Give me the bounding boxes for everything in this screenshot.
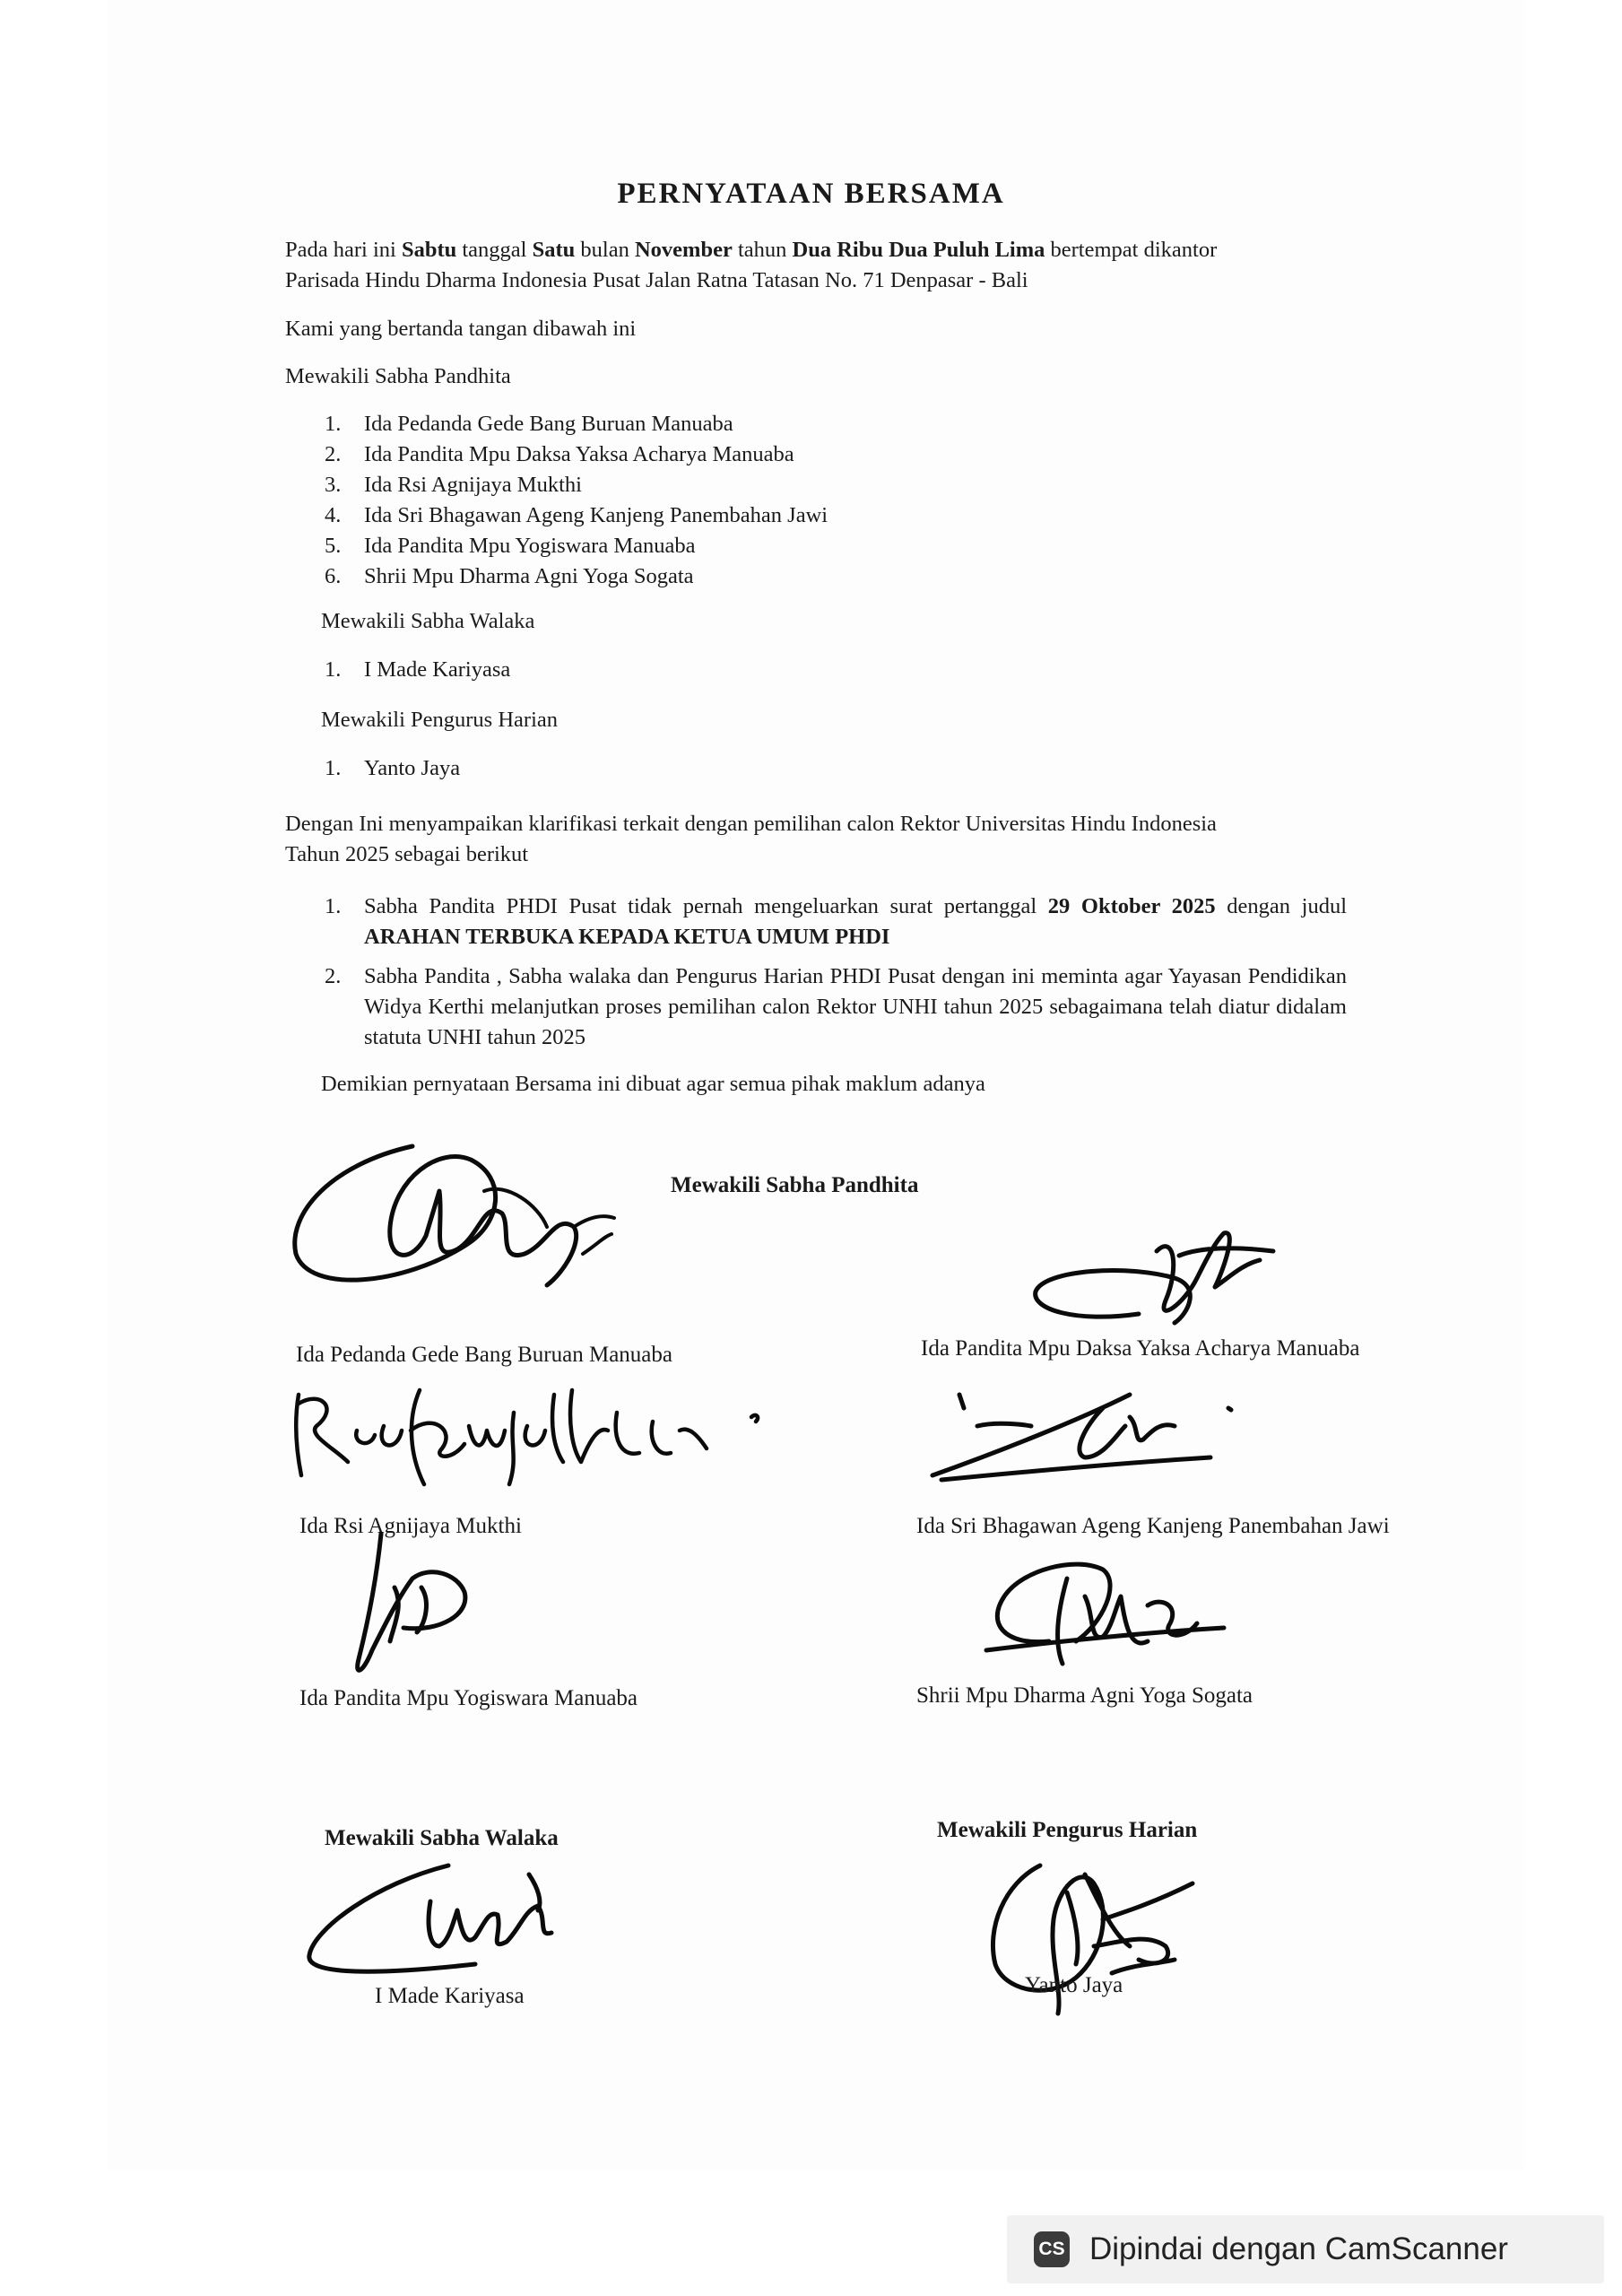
signature-name-3: Ida Rsi Agnijaya Mukthi bbox=[299, 1514, 522, 1538]
closing-text: Demikian pernyataan Bersama ini dibuat agar semua pihak maklum adanya bbox=[321, 1072, 985, 1096]
signature-name-8: Yanto Jaya bbox=[1025, 1973, 1123, 1997]
document-title: PERNYATAAN BERSAMA bbox=[617, 178, 1005, 210]
camscanner-text: Dipindai dengan CamScanner bbox=[1089, 2231, 1508, 2266]
signature-name-7: I Made Kariyasa bbox=[375, 1984, 525, 2008]
clarification-paragraph bbox=[285, 809, 1361, 870]
signature-3 bbox=[285, 1377, 787, 1493]
list-item: 2. Ida Pandita Mpu Daksa Yaksa Acharya Manuaba bbox=[325, 442, 794, 466]
opening-date: Satu bbox=[532, 238, 576, 262]
signature-4 bbox=[924, 1372, 1246, 1498]
signature-name-4: Ida Sri Bhagawan Ageng Kanjeng Panembahan Jawi bbox=[916, 1514, 1390, 1538]
signature-name-1: Ida Pedanda Gede Bang Buruan Manuaba bbox=[296, 1343, 672, 1367]
opening-month: November bbox=[634, 238, 733, 262]
opening-line-2: Parisada Hindu Dharma Indonesia Pusat Jalan Ratna Tatasan No. 71 Denpasar - Bali bbox=[285, 268, 1028, 292]
pandhita-list bbox=[325, 409, 828, 592]
list-item: 1. Yanto Jaya bbox=[325, 756, 461, 780]
point-item-1: 1. Sabha Pandita PHDI Pusat tidak pernah mengeluarkan surat pertanggal 29 Oktober 2025 dengan judul ARAHAN TERBUKA KEPADA KETUA UMUM PHDI bbox=[325, 894, 1347, 949]
signature-heading-pandhita: Mewakili Sabha Pandhita bbox=[671, 1173, 919, 1197]
group-heading-pandhita: Mewakili Sabha Pandhita bbox=[285, 364, 511, 388]
point-item-2: 2. Sabha Pandita , Sabha walaka dan Pengurus Harian PHDI Pusat dengan ini meminta agar Yayasan Pendidikan Widya Kerthi melanjutkan proses pemilihan calon Rektor UNHI tahun 2025 sebagaimana telah diatur didalam statuta UNHI tahun 2025 bbox=[325, 964, 1347, 1049]
list-item: 5. Ida Pandita Mpu Yogiswara Manuaba bbox=[325, 534, 696, 558]
list-item: 1. Ida Pedanda Gede Bang Buruan Manuaba bbox=[325, 412, 733, 436]
list-item: 1. I Made Kariyasa bbox=[325, 657, 511, 682]
harian-list bbox=[325, 753, 460, 784]
signature-5 bbox=[332, 1525, 493, 1695]
signature-name-2: Ida Pandita Mpu Daksa Yaksa Acharya Manuaba bbox=[921, 1336, 1360, 1361]
walaka-list bbox=[325, 655, 510, 685]
signature-heading-harian: Mewakili Pengurus Harian bbox=[937, 1818, 1198, 1842]
clarification-line-2: Tahun 2025 sebagai berikut bbox=[285, 842, 529, 866]
list-item: 6. Shrii Mpu Dharma Agni Yoga Sogata bbox=[325, 564, 694, 588]
undersigned-text: Kami yang bertanda tangan dibawah ini bbox=[285, 317, 637, 341]
clarification-line-1: Dengan Ini menyampaikan klarifikasi terkait dengan pemilihan calon Rektor Universitas Hindu Indonesia bbox=[285, 812, 1217, 836]
signature-heading-walaka: Mewakili Sabha Walaka bbox=[325, 1826, 559, 1850]
opening-paragraph bbox=[285, 235, 1343, 296]
signature-1 bbox=[278, 1128, 628, 1308]
opening-line-1: Pada hari ini Sabtu tanggal Satu bulan November tahun Dua Ribu Dua Puluh Lima bertempat dikantor bbox=[285, 238, 1218, 262]
opening-year: Dua Ribu Dua Puluh Lima bbox=[792, 238, 1045, 262]
signature-name-5: Ida Pandita Mpu Yogiswara Manuaba bbox=[299, 1686, 638, 1710]
group-heading-harian: Mewakili Pengurus Harian bbox=[321, 708, 558, 732]
group-heading-walaka: Mewakili Sabha Walaka bbox=[321, 609, 535, 633]
opening-day: Sabtu bbox=[401, 238, 457, 262]
signature-name-6: Shrii Mpu Dharma Agni Yoga Sogata bbox=[916, 1683, 1253, 1708]
signature-2 bbox=[1022, 1215, 1282, 1341]
list-item: 4. Ida Sri Bhagawan Ageng Kanjeng Panembahan Jawi bbox=[325, 503, 828, 527]
point-subject: ARAHAN TERBUKA KEPADA KETUA UMUM PHDI bbox=[364, 925, 890, 949]
points-list bbox=[325, 891, 1347, 1062]
signature-6 bbox=[968, 1543, 1237, 1677]
camscanner-badge bbox=[1007, 2215, 1604, 2283]
point-date: 29 Oktober 2025 bbox=[1047, 894, 1216, 918]
camscanner-logo-icon: CS bbox=[1034, 2231, 1070, 2267]
list-item: 3. Ida Rsi Agnijaya Mukthi bbox=[325, 473, 582, 497]
signature-7 bbox=[296, 1848, 574, 1991]
